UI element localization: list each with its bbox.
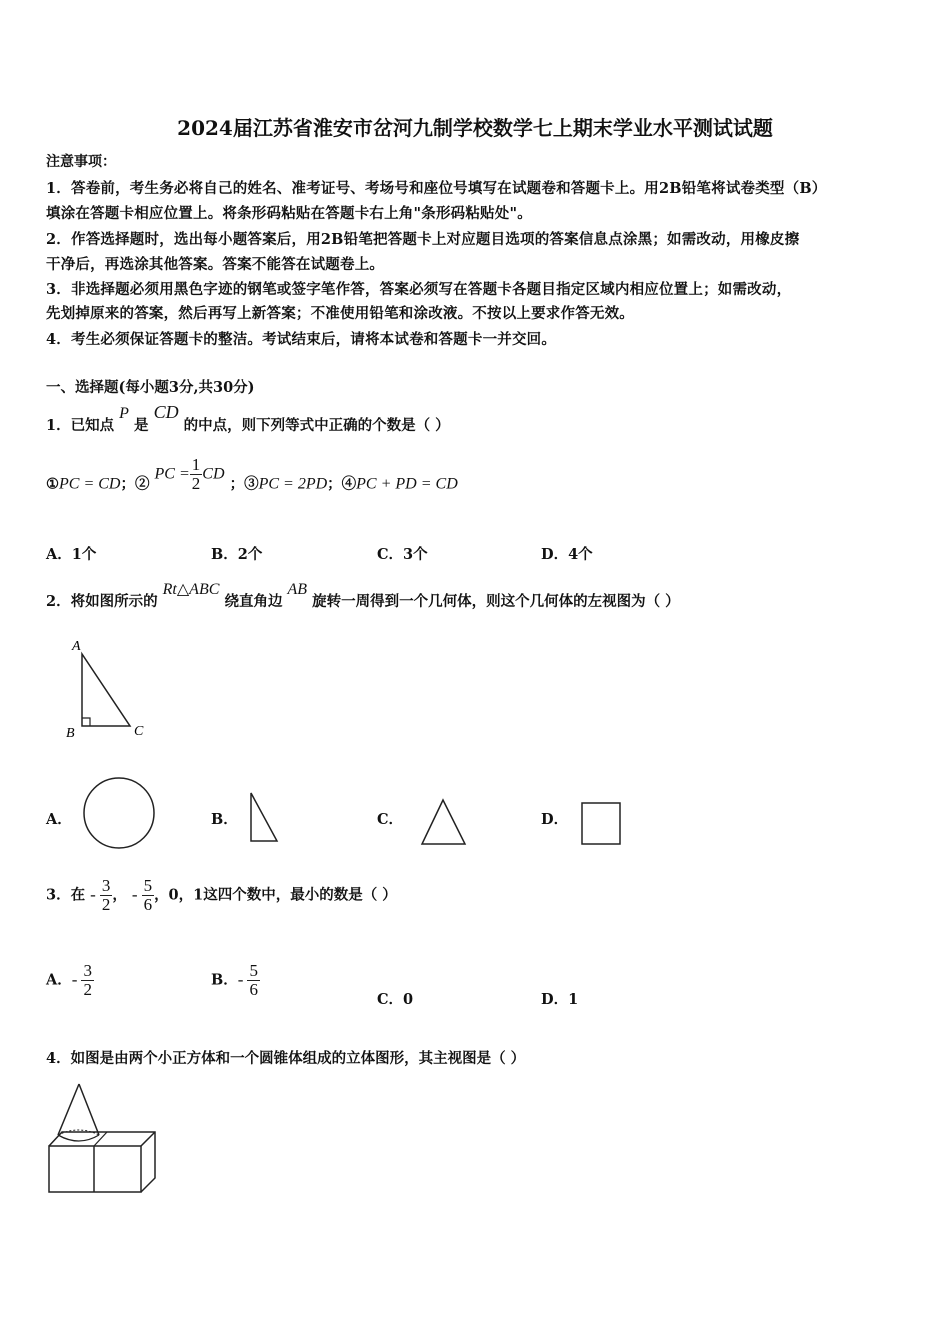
q1-option-b[interactable]: B．2个	[211, 546, 263, 563]
q1-stmt-3: PC = 2PD	[258, 475, 328, 493]
q2-triangle-label: Rt△ABC	[162, 581, 220, 598]
q1-stmt-4: PC + PD = CD	[356, 475, 458, 493]
q3-comma: ，	[112, 886, 127, 904]
q1-sep: ；③	[229, 475, 259, 493]
q1-text: 的中点，则下列等式中正确的个数是（ ）	[183, 417, 450, 434]
q3-fraction-5-6: $\frac{5}{6}$	[143, 876, 153, 914]
q3-option-b-fraction: $\frac{5}{6}$	[249, 961, 258, 999]
q1-stmt-mark: ①	[46, 475, 59, 493]
q3-option-b[interactable]: B．- $\frac{5}{6}$	[211, 961, 258, 999]
q2-label-b: B	[66, 726, 75, 741]
notice-line: 填涂在答题卡相应位置上。将条形码粘贴在答题卡右上角"条形码粘贴处"。	[46, 205, 532, 222]
q3-text: ，0，1这四个数中，最小的数是（ ）	[154, 886, 397, 904]
q1-stmt-2-fraction: $\frac{1}{2}$	[191, 455, 201, 493]
q3-option-a-fraction: $\frac{3}{2}$	[83, 961, 92, 999]
q3-option-c[interactable]: C．0	[377, 991, 414, 1008]
q1-stmt-2-post: CD	[202, 465, 225, 483]
q2-text: 旋转一周得到一个几何体，则这个几何体的左视图为（ ）	[312, 593, 680, 610]
q1-segment-cd: CD	[153, 402, 179, 422]
notice-heading: 注意事项：	[46, 154, 116, 170]
q1-option-c[interactable]: C．3个	[377, 546, 428, 563]
q1-statements	[46, 455, 458, 503]
q3-neg-sign: -	[90, 884, 96, 904]
q2-text: 2．将如图所示的	[46, 593, 158, 610]
q3-text: 3．在	[46, 886, 86, 904]
q2-text: 绕直角边	[224, 593, 283, 610]
q1-text: 是	[134, 417, 149, 434]
notice-line: 2．作答选择题时，选出每小题答案后，用2B铅笔把答题卡上对应题目选项的答案信息点涂黑；如需改动，用橡皮擦	[46, 231, 800, 248]
q2-option-c-triangle[interactable]	[419, 797, 469, 847]
q2-label-a: A	[72, 639, 81, 654]
question-3	[46, 877, 397, 914]
q1-text: 1．已知点	[46, 417, 115, 434]
q2-option-c[interactable]: C．	[377, 811, 404, 828]
question-2	[46, 581, 680, 611]
question-4: 4．如图是由两个小正方体和一个圆锥体组成的立体图形，其主视图是（ ）	[46, 1050, 526, 1067]
notice-line: 干净后，再选涂其他答案。答案不能答在试题卷上。	[46, 256, 385, 273]
q1-option-a[interactable]: A．1个	[46, 546, 97, 563]
q1-stmt-2-pre: PC =	[154, 465, 190, 483]
q3-option-d[interactable]: D．1	[541, 991, 579, 1008]
section-heading: 一、选择题(每小题3分,共30分)	[46, 379, 255, 396]
q1-point-p: P	[119, 405, 129, 422]
q2-option-d-square[interactable]	[580, 801, 624, 847]
question-1	[46, 402, 450, 435]
q3-neg-sign: -	[131, 884, 138, 904]
notice-line: 先划掉原来的答案，然后再写上新答案；不准使用铅笔和涂改液。不按以上要求作答无效。	[46, 305, 634, 322]
q2-option-d[interactable]: D．	[541, 811, 569, 828]
q3-fraction-3-2: $\frac{3}{2}$	[101, 876, 111, 914]
q2-triangle-figure	[60, 634, 160, 744]
notice-line: 3．非选择题必须用黑色字迹的钢笔或签字笔作答，答案必须写在答题卡各题目指定区域内相应位置上；如需改动，	[46, 281, 792, 298]
notice-line: 4．考生必须保证答题卡的整洁。考试结束后，请将本试卷和答题卡一并交回。	[46, 331, 557, 348]
page-title: 2024届江苏省淮安市岔河九制学校数学七上期末学业水平测试试题	[177, 116, 773, 140]
q3-option-a[interactable]: A．- $\frac{3}{2}$	[46, 961, 92, 999]
q1-stmt-1: PC = CD	[59, 475, 121, 493]
q1-option-d[interactable]: D．4个	[541, 546, 593, 563]
q4-solid-figure	[44, 1080, 159, 1196]
q2-option-b-right-triangle[interactable]	[248, 790, 282, 846]
q2-edge-ab: AB	[287, 581, 308, 598]
q2-label-c: C	[134, 724, 144, 739]
q2-option-a-circle[interactable]	[82, 776, 158, 852]
notice-line: 1．答卷前，考生务必将自己的姓名、准考证号、考场号和座位号填写在试题卷和答题卡上。用2B铅笔将试卷类型（B）	[46, 180, 827, 197]
q1-sep: ；④	[327, 475, 357, 493]
q2-option-b[interactable]: B．	[211, 811, 238, 828]
q2-option-a[interactable]: A．	[46, 811, 72, 828]
q1-sep: ；②	[120, 475, 150, 493]
